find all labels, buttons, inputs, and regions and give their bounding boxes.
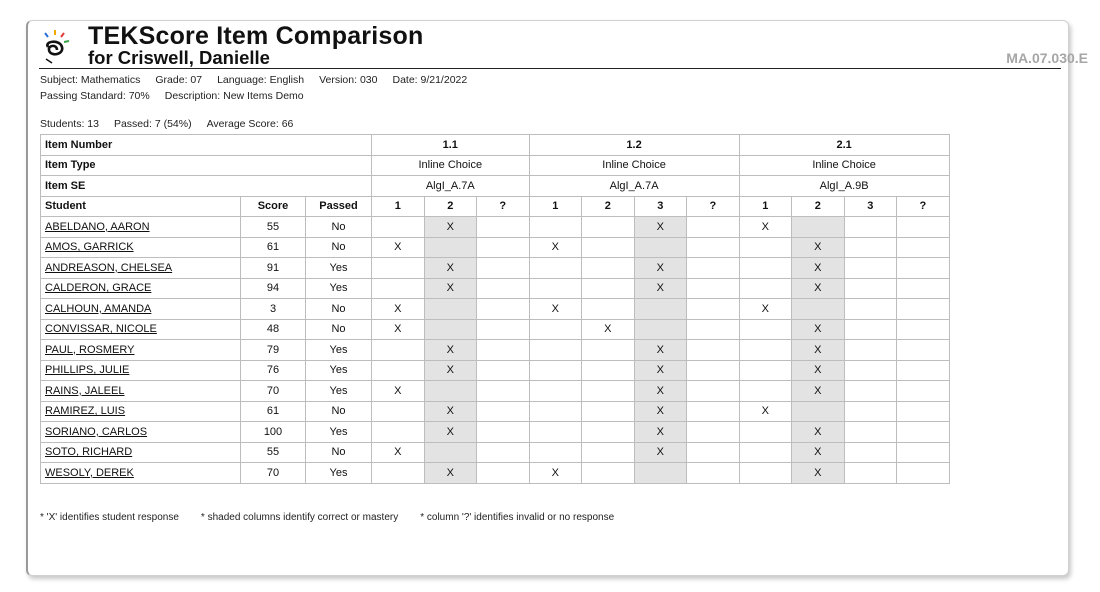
student-name-link[interactable]: RAINS, JALEEL (41, 381, 241, 402)
response-cell (844, 340, 897, 361)
response-cell (424, 299, 477, 320)
student-name-link[interactable]: PHILLIPS, JULIE (41, 360, 241, 381)
student-name-link[interactable]: AMOS, GARRICK (41, 237, 241, 258)
response-cell: X (634, 442, 687, 463)
student-name-link[interactable]: SOTO, RICHARD (41, 442, 241, 463)
response-cell (739, 442, 792, 463)
response-cell (634, 299, 687, 320)
response-cell (897, 442, 950, 463)
option-column-header: ? (897, 196, 950, 217)
student-passed: Yes (306, 340, 372, 361)
response-cell (529, 442, 582, 463)
response-cell: X (634, 422, 687, 443)
legend-notes (40, 512, 636, 523)
response-cell (634, 319, 687, 340)
table-row (41, 217, 950, 238)
student-name-link[interactable]: PAUL, ROSMERY (41, 340, 241, 361)
response-cell (372, 258, 425, 279)
response-cell (477, 422, 530, 443)
student-passed: No (306, 319, 372, 340)
response-cell (529, 401, 582, 422)
response-cell (739, 463, 792, 484)
summary-line (40, 118, 308, 130)
response-cell (477, 299, 530, 320)
response-cell: X (739, 401, 792, 422)
response-cell: X (634, 340, 687, 361)
response-cell (529, 278, 582, 299)
response-cell (582, 299, 635, 320)
response-cell (372, 422, 425, 443)
item-se-label: Item SE (41, 176, 372, 197)
student-passed: Yes (306, 422, 372, 443)
response-cell (477, 217, 530, 238)
response-cell (844, 401, 897, 422)
student-passed: Yes (306, 463, 372, 484)
response-cell (897, 319, 950, 340)
response-cell (477, 319, 530, 340)
option-column-header: 1 (529, 196, 582, 217)
response-cell (582, 237, 635, 258)
response-cell (687, 360, 740, 381)
response-cell (424, 381, 477, 402)
response-cell: X (372, 442, 425, 463)
student-name-link[interactable]: CALHOUN, AMANDA (41, 299, 241, 320)
response-cell: X (372, 381, 425, 402)
student-passed: No (306, 401, 372, 422)
response-cell (792, 217, 845, 238)
response-cell: X (424, 217, 477, 238)
response-cell: X (634, 278, 687, 299)
option-column-header: 1 (372, 196, 425, 217)
response-cell (687, 381, 740, 402)
response-cell (687, 401, 740, 422)
response-cell (897, 278, 950, 299)
response-cell: X (792, 442, 845, 463)
response-cell (687, 340, 740, 361)
table-row (41, 442, 950, 463)
item-type-value: Inline Choice (739, 155, 949, 176)
student-passed: Yes (306, 360, 372, 381)
item-se-value: AlgI_A.9B (739, 176, 949, 197)
response-cell (582, 442, 635, 463)
student-name-link[interactable]: SORIANO, CARLOS (41, 422, 241, 443)
student-score: 61 (241, 401, 306, 422)
response-cell (477, 381, 530, 402)
response-cell (739, 258, 792, 279)
response-cell (739, 319, 792, 340)
response-cell: X (634, 381, 687, 402)
response-cell: X (792, 237, 845, 258)
option-column-header: 2 (582, 196, 635, 217)
response-cell (529, 381, 582, 402)
student-name-link[interactable]: WESOLY, DEREK (41, 463, 241, 484)
meta-line-1 (40, 74, 482, 86)
student-column-header: Student (41, 196, 241, 217)
response-cell (372, 360, 425, 381)
passed-count: Passed: 7 (54%) (113, 118, 192, 130)
response-cell (739, 278, 792, 299)
response-cell: X (792, 381, 845, 402)
student-passed: Yes (306, 278, 372, 299)
response-cell (844, 278, 897, 299)
report-title: TEKScore Item Comparison (88, 22, 424, 50)
response-cell (739, 422, 792, 443)
response-cell: X (372, 319, 425, 340)
student-passed: No (306, 299, 372, 320)
response-cell (739, 381, 792, 402)
response-cell: X (634, 217, 687, 238)
response-cell (424, 237, 477, 258)
score-column-header: Score (241, 196, 306, 217)
response-cell (897, 381, 950, 402)
option-column-header: 2 (792, 196, 845, 217)
response-cell (372, 340, 425, 361)
response-cell: X (634, 401, 687, 422)
response-cell: X (792, 319, 845, 340)
student-score: 94 (241, 278, 306, 299)
response-cell (687, 422, 740, 443)
response-cell: X (529, 299, 582, 320)
response-cell (582, 360, 635, 381)
subject: Subject: Mathematics (40, 74, 141, 86)
response-cell (687, 278, 740, 299)
response-cell (897, 217, 950, 238)
response-cell: X (529, 463, 582, 484)
item-se-row (41, 176, 950, 197)
response-cell (529, 258, 582, 279)
option-column-header: 1 (739, 196, 792, 217)
response-cell (529, 217, 582, 238)
response-cell (582, 340, 635, 361)
version: Version: 030 (319, 74, 378, 86)
response-cell (739, 237, 792, 258)
response-cell (687, 299, 740, 320)
note-x: * 'X' identifies student response (40, 512, 179, 523)
response-cell (844, 299, 897, 320)
student-name-link[interactable]: CALDERON, GRACE (41, 278, 241, 299)
table-row (41, 422, 950, 443)
passing-standard: Passing Standard: 70% (40, 90, 150, 102)
item-se-value: AlgI_A.7A (372, 176, 530, 197)
response-cell (897, 237, 950, 258)
option-column-header: ? (687, 196, 740, 217)
response-cell (477, 360, 530, 381)
student-score: 55 (241, 442, 306, 463)
student-score: 3 (241, 299, 306, 320)
student-name-link[interactable]: ANDREASON, CHELSEA (41, 258, 241, 279)
response-cell (424, 319, 477, 340)
item-number-row (41, 135, 950, 156)
table-row (41, 258, 950, 279)
item-type-row (41, 155, 950, 176)
response-cell (687, 217, 740, 238)
table-row (41, 319, 950, 340)
response-cell (582, 278, 635, 299)
response-cell: X (372, 237, 425, 258)
response-cell (372, 217, 425, 238)
table-row (41, 340, 950, 361)
response-cell (372, 463, 425, 484)
item-comparison-table (40, 134, 950, 484)
note-invalid: * column '?' identifies invalid or no response (420, 512, 615, 523)
option-column-header: 3 (634, 196, 687, 217)
student-score: 70 (241, 381, 306, 402)
column-header-row (41, 196, 950, 217)
response-cell (477, 463, 530, 484)
student-score: 79 (241, 340, 306, 361)
student-score: 100 (241, 422, 306, 443)
response-cell (844, 217, 897, 238)
response-cell: X (792, 340, 845, 361)
table-row (41, 237, 950, 258)
response-cell (844, 258, 897, 279)
table-row (41, 401, 950, 422)
student-name-link[interactable]: ABELDANO, AARON (41, 217, 241, 238)
table-row (41, 299, 950, 320)
student-score: 70 (241, 463, 306, 484)
student-passed: Yes (306, 258, 372, 279)
response-cell (582, 463, 635, 484)
response-cell: X (372, 299, 425, 320)
response-cell (897, 340, 950, 361)
table-row (41, 463, 950, 484)
response-cell (477, 237, 530, 258)
response-cell: X (634, 360, 687, 381)
table-row (41, 278, 950, 299)
response-cell (844, 422, 897, 443)
option-column-header: ? (477, 196, 530, 217)
student-passed: No (306, 442, 372, 463)
response-cell: X (792, 258, 845, 279)
report-card (26, 20, 1088, 576)
response-cell (477, 401, 530, 422)
option-column-header: 3 (844, 196, 897, 217)
response-cell (529, 422, 582, 443)
response-cell: X (792, 360, 845, 381)
grade: Grade: 07 (155, 74, 203, 86)
item-se-value: AlgI_A.7A (529, 176, 739, 197)
report-code: MA.07.030.E (1006, 50, 1088, 66)
response-cell (529, 360, 582, 381)
response-cell: X (792, 422, 845, 443)
response-cell (582, 258, 635, 279)
note-shaded: * shaded columns identify correct or mastery (200, 512, 399, 523)
response-cell: X (424, 278, 477, 299)
response-cell (844, 237, 897, 258)
item-number-label: Item Number (41, 135, 372, 156)
response-cell (687, 463, 740, 484)
response-cell (739, 340, 792, 361)
table-row (41, 381, 950, 402)
response-cell (372, 278, 425, 299)
description: Description: New Items Demo (164, 90, 304, 102)
response-cell (634, 237, 687, 258)
response-cell: X (792, 463, 845, 484)
response-cell (477, 340, 530, 361)
response-cell (634, 463, 687, 484)
response-cell (582, 422, 635, 443)
response-cell: X (424, 422, 477, 443)
response-cell (897, 422, 950, 443)
student-name-link[interactable]: CONVISSAR, NICOLE (41, 319, 241, 340)
language: Language: English (217, 74, 305, 86)
response-cell (844, 319, 897, 340)
response-cell: X (529, 237, 582, 258)
response-cell (792, 299, 845, 320)
response-cell: X (739, 299, 792, 320)
response-cell (897, 258, 950, 279)
response-cell (844, 463, 897, 484)
response-cell: X (634, 258, 687, 279)
passed-column-header: Passed (306, 196, 372, 217)
item-number-value: 1.1 (372, 135, 530, 156)
meta-line-2 (40, 90, 319, 102)
student-score: 48 (241, 319, 306, 340)
response-cell (529, 319, 582, 340)
date: Date: 9/21/2022 (392, 74, 468, 86)
student-score: 61 (241, 237, 306, 258)
table-row (41, 360, 950, 381)
report-subtitle: for Criswell, Danielle (88, 47, 270, 68)
students-count: Students: 13 (40, 118, 99, 130)
student-passed: No (306, 217, 372, 238)
response-cell (687, 237, 740, 258)
response-cell: X (424, 463, 477, 484)
item-type-value: Inline Choice (372, 155, 530, 176)
item-number-value: 2.1 (739, 135, 949, 156)
title-divider (39, 68, 1061, 69)
response-cell (897, 360, 950, 381)
student-name-link[interactable]: RAMIREZ, LUIS (41, 401, 241, 422)
response-cell: X (424, 360, 477, 381)
response-cell (477, 278, 530, 299)
response-cell (897, 463, 950, 484)
response-cell (477, 442, 530, 463)
response-cell (687, 442, 740, 463)
average-score: Average Score: 66 (206, 118, 294, 130)
option-column-header: 2 (424, 196, 477, 217)
response-cell (372, 401, 425, 422)
student-score: 55 (241, 217, 306, 238)
response-cell (582, 217, 635, 238)
response-cell: X (792, 278, 845, 299)
student-passed: Yes (306, 381, 372, 402)
response-cell: X (424, 258, 477, 279)
response-cell (424, 442, 477, 463)
response-cell (897, 401, 950, 422)
response-cell: X (424, 401, 477, 422)
response-cell (844, 381, 897, 402)
item-number-value: 1.2 (529, 135, 739, 156)
student-score: 76 (241, 360, 306, 381)
item-type-label: Item Type (41, 155, 372, 176)
response-cell (844, 360, 897, 381)
item-type-value: Inline Choice (529, 155, 739, 176)
response-cell (792, 401, 845, 422)
response-cell: X (424, 340, 477, 361)
response-cell: X (582, 319, 635, 340)
student-score: 91 (241, 258, 306, 279)
student-passed: No (306, 237, 372, 258)
response-cell (582, 381, 635, 402)
response-cell (687, 258, 740, 279)
response-cell (897, 299, 950, 320)
response-cell (739, 360, 792, 381)
response-cell (582, 401, 635, 422)
response-cell (687, 319, 740, 340)
response-cell: X (739, 217, 792, 238)
response-cell (844, 442, 897, 463)
response-cell (529, 340, 582, 361)
response-cell (477, 258, 530, 279)
tekscore-logo-icon (38, 29, 72, 65)
